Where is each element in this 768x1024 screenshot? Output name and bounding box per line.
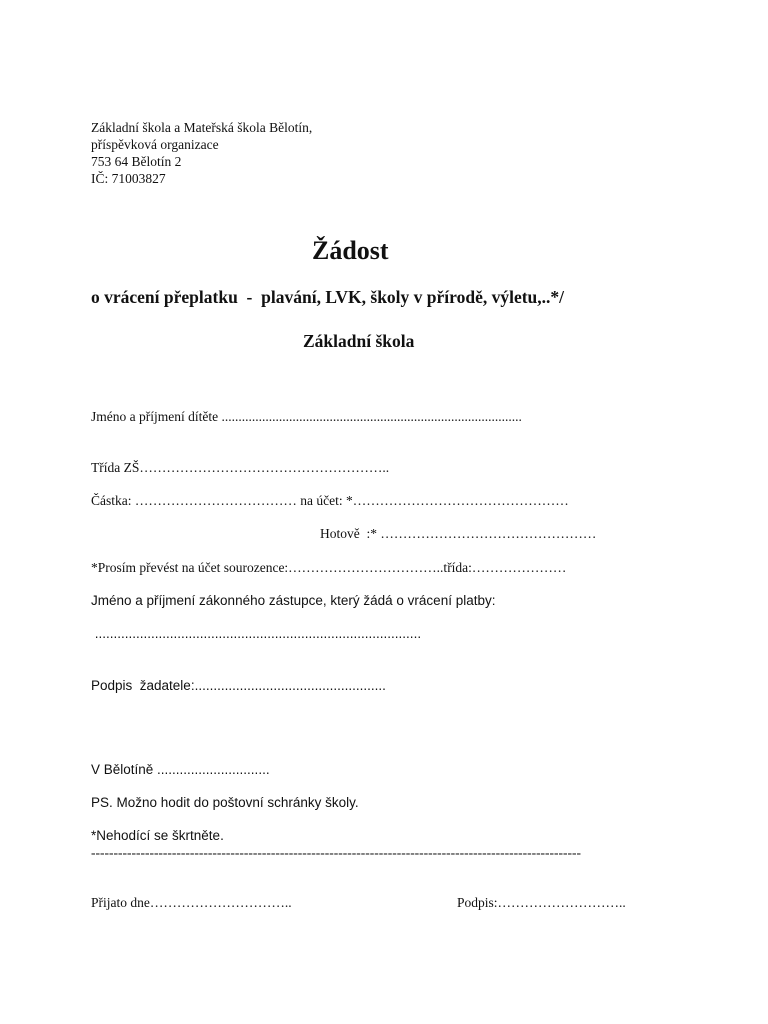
document-title: Žádost bbox=[312, 236, 389, 265]
amount-field: Částka: ……………………………… na účet: *………………………………………… bbox=[91, 493, 569, 508]
place-field: V Bělotíně .............................. bbox=[91, 762, 270, 777]
ps-note: PS. Možno hodit do poštovní schránky školy. bbox=[91, 795, 359, 810]
guardian-line: ....................................................................................... bbox=[91, 626, 422, 641]
school-header bbox=[91, 119, 312, 187]
cash-field: Hotově :* ………………………………………… bbox=[320, 526, 597, 541]
class-field: Třída ZŠ……………………………………………….. bbox=[91, 460, 390, 475]
header-line-address: 753 64 Bělotín 2 bbox=[91, 154, 182, 169]
section-title: Základní škola bbox=[303, 331, 415, 351]
signature-field: Podpis žadatele:................................................... bbox=[91, 678, 386, 693]
separator-line: ------------------------------------------------------------------------------------------------------------- bbox=[91, 845, 582, 860]
received-date-field: Přijato dne………………………….. bbox=[91, 895, 292, 910]
strike-note: *Nehodící se škrtněte. bbox=[91, 828, 224, 843]
received-signature-field: Podpis:……………………….. bbox=[457, 895, 626, 910]
header-line-school: Základní škola a Mateřská škola Bělotín, bbox=[91, 120, 313, 135]
document-subtitle: o vrácení přeplatku - plavání, LVK, školy v přírodě, výletu,..*/ bbox=[91, 287, 565, 307]
guardian-label: Jméno a příjmení zákonného zástupce, který žádá o vrácení platby: bbox=[91, 593, 496, 608]
sibling-field: *Prosím převést na účet sourozence:……………………………..třída:………………… bbox=[91, 560, 567, 575]
header-line-org: příspěvková organizace bbox=[91, 137, 219, 152]
header-line-ico: IČ: 71003827 bbox=[91, 171, 166, 186]
child-name-field: Jméno a příjmení dítěte ......................................................................................... bbox=[91, 409, 522, 424]
